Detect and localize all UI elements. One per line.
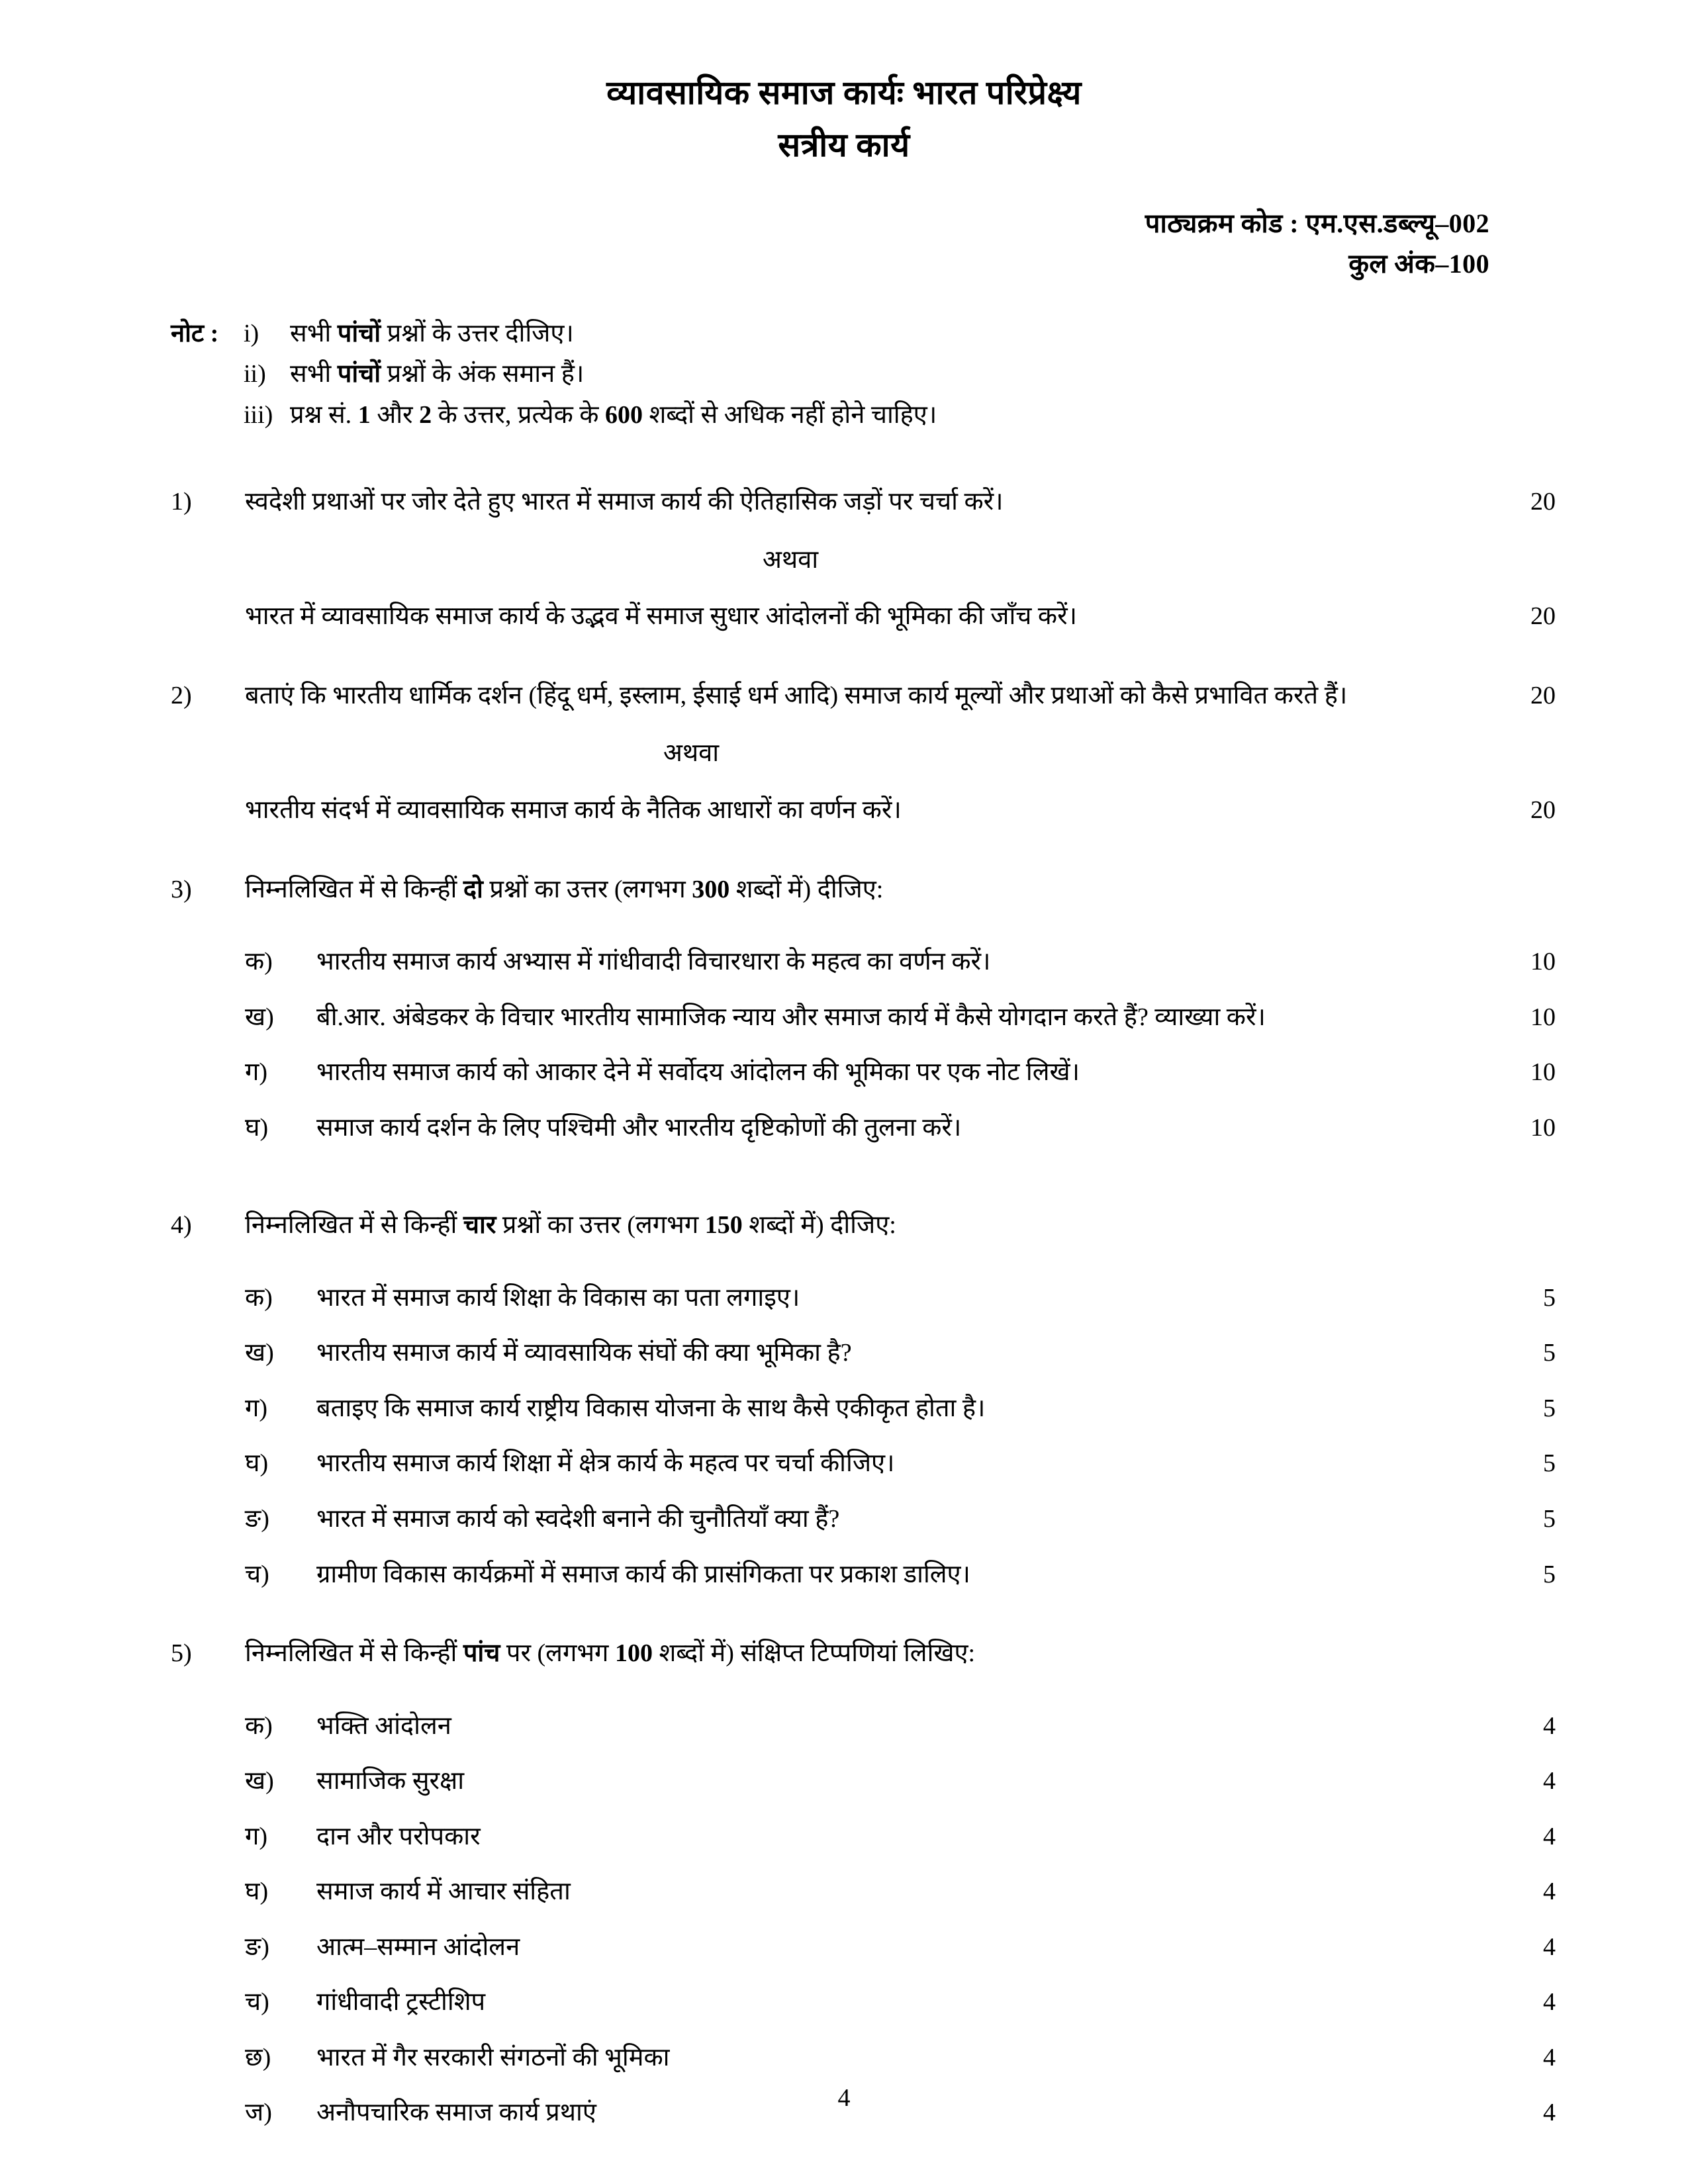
sub-question-label: ख) (245, 1339, 274, 1367)
note-text-emphasis-2: 2 (419, 400, 432, 429)
stem-emphasis-2: 100 (614, 1639, 653, 1668)
sub-question (171, 997, 1556, 1038)
sub-question-label: छ) (245, 2043, 271, 2071)
sub-question (171, 1333, 1556, 1374)
note-text-emphasis: 1 (357, 400, 371, 429)
sub-question-text: भारत में गैर सरकारी संगठनों की भूमिका (316, 2043, 670, 2071)
note-item-number: ii) (244, 360, 266, 388)
question-list (0, 482, 1688, 2134)
note-text-pre: सभी (290, 360, 338, 388)
title-line-2: सत्रीय कार्य (778, 126, 910, 163)
sub-question-text: भारत में समाज कार्य शिक्षा के विकास का पता लगाइए। (316, 1283, 800, 1312)
sub-question-text: ग्रामीण विकास कार्यक्रमों में समाज कार्य की प्रासंगिकता पर प्रकाश डालिए। (316, 1560, 970, 1588)
note-text-post: प्रश्नों के उत्तर दीजिए। (381, 319, 574, 347)
sub-question-marks: 4 (1543, 1988, 1556, 2017)
sub-question-marks: 5 (1543, 1394, 1556, 1422)
question-stem (245, 1633, 1492, 1674)
sub-question-marks: 4 (1543, 2043, 1556, 2071)
sub-question-label: ङ) (245, 1504, 269, 1533)
sub-question-marks: 5 (1543, 1283, 1556, 1312)
note-item-text (290, 354, 1688, 395)
note-item-number: i) (244, 319, 259, 347)
sub-question-label: क) (245, 1283, 273, 1312)
stem-mid: प्रश्नों का उत्तर (लगभग (496, 1211, 705, 1240)
question-4 (171, 1205, 1556, 1595)
note-item (244, 354, 1688, 395)
stem-emphasis: पांच (463, 1639, 500, 1668)
note-text-pre: सभी (290, 319, 338, 347)
sub-question-label: क) (245, 948, 273, 976)
sub-question-text: बी.आर. अंबेडकर के विचार भारतीय सामाजिक न्याय और समाज कार्य में कैसे योगदान करते हैं? व्याख्या करें। (316, 1003, 1266, 1031)
sub-question-text: भारतीय समाज कार्य अभ्यास में गांधीवादी विचारधारा के महत्व का वर्णन करें। (316, 948, 991, 976)
question-number: 2) (171, 681, 192, 709)
note-label: नोट : (171, 319, 219, 347)
question-marks: 20 (1530, 488, 1556, 516)
sub-question-text: बताइए कि समाज कार्य राष्ट्रीय विकास योजना के साथ कैसे एकीकृत होता है। (316, 1394, 986, 1422)
sub-question-marks: 4 (1543, 1933, 1556, 1961)
sub-question-marks: 10 (1530, 1058, 1556, 1087)
sub-question (171, 1443, 1556, 1484)
sub-question-label: च) (245, 1988, 269, 2017)
question-3 (171, 870, 1556, 1149)
question-alternative-marks: 20 (1530, 796, 1556, 824)
sub-question (171, 1927, 1556, 1968)
sub-question-marks: 5 (1543, 1560, 1556, 1588)
stem-pre: निम्नलिखित में से किन्हीं (245, 1639, 463, 1668)
question-number: 4) (171, 1211, 192, 1240)
course-code: पाठ्यक्रम कोड : एम.एस.डब्ल्यू–002 (1145, 208, 1489, 238)
stem-emphasis-2: 300 (692, 875, 730, 903)
sub-question-text: सामाजिक सुरक्षा (316, 1767, 465, 1796)
page-number: 4 (837, 2084, 851, 2112)
sub-question-text: अनौपचारिक समाज कार्य प्रथाएं (316, 2099, 596, 2127)
sub-question-marks: 10 (1530, 1113, 1556, 1142)
stem-post: शब्दों में) दीजिए: (742, 1211, 896, 1240)
stem-emphasis: दो (463, 875, 483, 903)
stem-pre: निम्नलिखित में से किन्हीं (245, 1211, 463, 1240)
question-text: बताएं कि भारतीय धार्मिक दर्शन (हिंदू धर्म, इस्लाम, ईसाई धर्म आदि) समाज कार्य मूल्यों और प्रथाओं को कैसे प्रभावित करते हैं। (245, 681, 1348, 709)
sub-question-label: घ) (245, 1449, 269, 1478)
stem-post: शब्दों में) दीजिए: (729, 875, 884, 903)
sub-question-marks: 10 (1530, 948, 1556, 976)
sub-question-label: ख) (245, 1003, 274, 1031)
title-line-1: व्यावसायिक समाज कार्यः भारत परिप्रेक्ष्य (606, 74, 1082, 111)
stem-mid: पर (लगभग (500, 1639, 615, 1668)
question-stem (245, 870, 1492, 911)
sub-question (171, 1706, 1556, 1747)
question-marks: 20 (1530, 681, 1556, 709)
sub-question (171, 942, 1556, 983)
sub-question-text: गांधीवादी ट्रस्टीशिप (316, 1988, 486, 2017)
sub-question (171, 2038, 1556, 2079)
sub-question-text: आत्म–सम्मान आंदोलन (316, 1933, 520, 1961)
total-marks: कुल अंक–100 (1348, 248, 1489, 279)
note-item-number: iii) (244, 400, 273, 429)
note-block (0, 314, 1688, 436)
sub-question (171, 1278, 1556, 1319)
sub-question-marks: 4 (1543, 2099, 1556, 2127)
stem-mid: प्रश्नों का उत्तर (लगभग (483, 875, 692, 903)
sub-question (171, 1555, 1556, 1596)
note-text-emphasis: पांचों (337, 319, 381, 347)
sub-question (171, 1052, 1556, 1093)
sub-question-marks: 5 (1543, 1504, 1556, 1533)
note-item (244, 395, 1688, 436)
question-text: स्वदेशी प्रथाओं पर जोर देते हुए भारत में समाज कार्य की ऐतिहासिक जड़ों पर चर्चा करें। (245, 488, 1004, 516)
sub-question-label: क) (245, 1711, 273, 1740)
sub-question-label: ग) (245, 1394, 268, 1422)
note-item-text (290, 395, 1688, 436)
note-text-post: के उत्तर, प्रत्येक के (432, 400, 605, 429)
sub-question-text: भारतीय समाज कार्य शिक्षा में क्षेत्र कार्य के महत्व पर चर्चा कीजिए। (316, 1449, 895, 1478)
note-text-end: शब्दों से अधिक नहीं होने चाहिए। (642, 400, 937, 429)
sub-question-text: समाज कार्य दर्शन के लिए पश्चिमी और भारतीय दृष्टिकोणों की तुलना करें। (316, 1113, 962, 1142)
sub-question (171, 1108, 1556, 1149)
sub-question (171, 1388, 1556, 1430)
page-title (0, 0, 1688, 167)
stem-pre: निम्नलिखित में से किन्हीं (245, 875, 463, 903)
question-number: 5) (171, 1639, 192, 1668)
course-meta (0, 204, 1688, 285)
sub-question-marks: 4 (1543, 1711, 1556, 1740)
sub-question-text: दान और परोपकार (316, 1822, 481, 1850)
sub-question-label: ङ) (245, 1933, 269, 1961)
sub-question-label: ख) (245, 1767, 274, 1796)
sub-question-label: च) (245, 1560, 269, 1588)
stem-emphasis: चार (463, 1211, 496, 1240)
sub-question-text: समाज कार्य में आचार संहिता (316, 1878, 571, 1906)
sub-question-text: भारतीय समाज कार्य में व्यावसायिक संघों की क्या भूमिका है? (316, 1339, 852, 1367)
stem-post: शब्दों में) संक्षिप्त टिप्पणियां लिखिए: (652, 1639, 976, 1668)
note-text-post: प्रश्नों के अंक समान हैं। (381, 360, 585, 388)
sub-question-label: ज) (245, 2099, 272, 2127)
sub-question-text: भारतीय समाज कार्य को आकार देने में सर्वोदय आंदोलन की भूमिका पर एक नोट लिखें। (316, 1058, 1080, 1087)
sub-question-marks: 5 (1543, 1449, 1556, 1478)
question-2 (171, 676, 1556, 831)
sub-question (171, 1872, 1556, 1913)
alternative-separator: अथवा (762, 545, 819, 574)
sub-question (171, 1817, 1556, 1858)
note-item (244, 314, 1688, 355)
sub-question-label: घ) (245, 1113, 269, 1142)
question-stem (245, 1205, 1492, 1246)
note-text-pre: प्रश्न सं. (290, 400, 358, 429)
question-alternative-text: भारतीय संदर्भ में व्यावसायिक समाज कार्य के नैतिक आधारों का वर्णन करें। (245, 796, 902, 824)
sub-question-text: भारत में समाज कार्य को स्वदेशी बनाने की चुनौतियाँ क्या हैं? (316, 1504, 840, 1533)
sub-question-marks: 5 (1543, 1339, 1556, 1367)
sub-question-marks: 4 (1543, 1767, 1556, 1796)
question-1 (171, 482, 1556, 637)
question-number: 1) (171, 488, 192, 516)
note-text-mid: और (370, 400, 420, 429)
question-alternative-marks: 20 (1530, 602, 1556, 631)
sub-question (171, 1982, 1556, 2023)
sub-question-label: ग) (245, 1822, 268, 1850)
sub-question-marks: 10 (1530, 1003, 1556, 1031)
question-number: 3) (171, 875, 192, 903)
stem-emphasis-2: 150 (704, 1211, 743, 1240)
sub-question-marks: 4 (1543, 1822, 1556, 1850)
sub-question (171, 1499, 1556, 1540)
sub-question-marks: 4 (1543, 1878, 1556, 1906)
alternative-separator: अथवा (663, 739, 720, 768)
sub-question-text: भक्ति आंदोलन (316, 1711, 451, 1740)
note-text-emphasis: पांचों (337, 360, 381, 388)
note-item-text (290, 314, 1688, 355)
sub-question-label: ग) (245, 1058, 268, 1087)
question-alternative-text: भारत में व्यावसायिक समाज कार्य के उद्भव में समाज सुधार आंदोलनों की भूमिका की जाँच करें। (245, 602, 1078, 631)
sub-question (171, 1761, 1556, 1802)
question-5 (171, 1633, 1556, 2134)
sub-question-label: घ) (245, 1878, 269, 1906)
note-text-emphasis-3: 600 (604, 400, 643, 429)
